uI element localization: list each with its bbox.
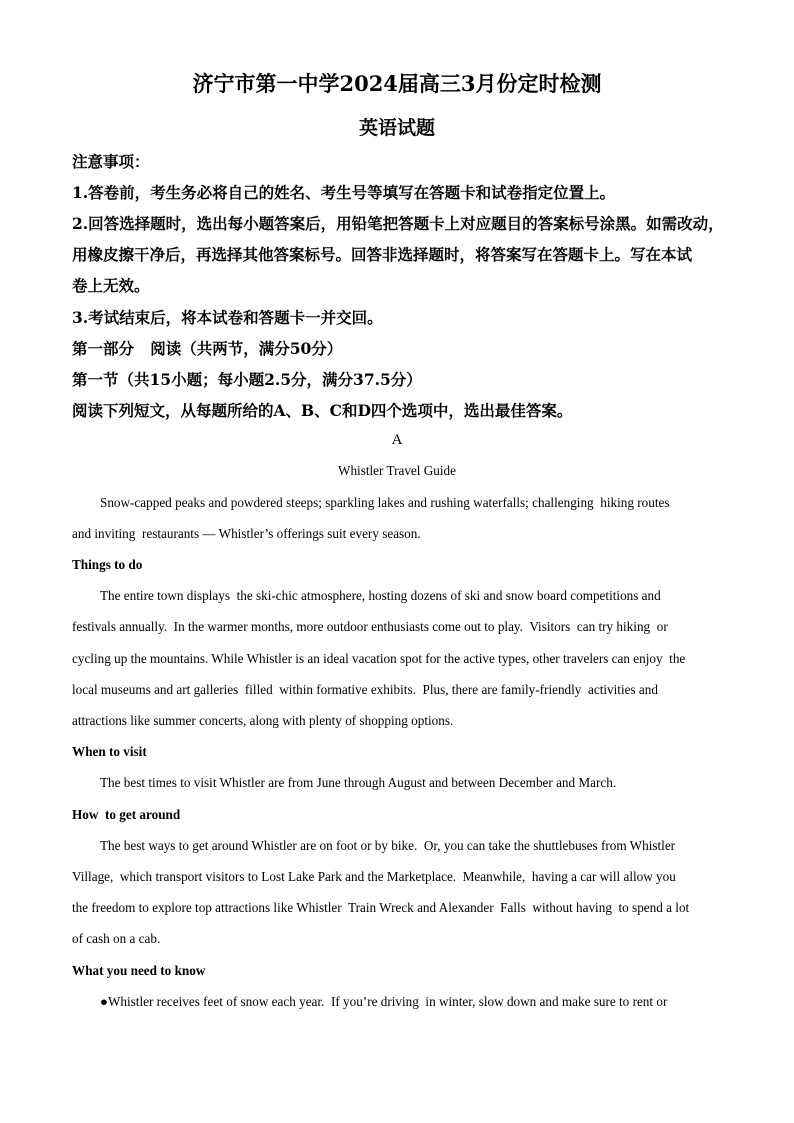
when-line-1: The best times to visit Whistler are from June through August and between December and March. [100,775,617,790]
things-line-4: local museums and art galleries filled within formative exhibits. Plus, there are family-friendly activities and [72,682,658,697]
things-line-5: attractions like summer concerts, along with plenty of shopping options. [72,713,454,728]
how-line-4: of cash on a cab. [72,931,161,946]
section-heading: 第一节（共15小题；每小题2.5分，满分37.5分） [72,370,422,389]
exam-title: 济宁市第一中学2024届高三3月份定时检测 [192,71,602,96]
things-line-1: The entire town displays the ski-chic atmosphere, hosting dozens of ski and snow board competitions and [100,588,661,603]
how-line-3: the freedom to explore top attractions like Whistler Train Wreck and Alexander Falls without having to spend a lot [72,900,690,915]
section-heading-when: When to visit [72,744,147,759]
things-line-3: cycling up the mountains. While Whistler is an ideal vacation spot for the active types, other travelers can enjoy the [72,651,686,666]
section-heading-how: How to get around [72,807,181,822]
passage-title: Whistler Travel Guide [338,463,456,478]
intro-line-2: and inviting restaurants — Whistler’s offerings suit every season. [72,526,421,541]
notice-heading: 注意事项： [72,152,150,171]
know-line-1: ●Whistler receives feet of snow each year. If you’re driving in winter, slow down and make sure to rent or [100,994,668,1009]
section-heading-things: Things to do [72,557,143,572]
how-line-2: Village, which transport visitors to Lost Lake Park and the Marketplace. Meanwhile, having a car will allow you [72,869,676,884]
exam-subtitle: 英语试题 [358,117,435,139]
instruction-text: 阅读下列短文，从每题所给的A、B、C和D四个选项中，选出最佳答案。 [72,401,573,420]
section-heading-know: What you need to know [72,963,206,978]
notice-item-2-line-2: 用橡皮擦干净后，再选择其他答案标号。回答非选择题时，将答案写在答题卡上。写在本试 [72,245,693,264]
notice-item-3: 3.考试结束后，将本试卷和答题卡一并交回。 [72,308,383,327]
notice-item-2-line-1: 2.回答选择题时，选出每小题答案后，用铅笔把答题卡上对应题目的答案标号涂黑。如需改动， [72,214,724,233]
passage-letter: A [391,432,403,448]
intro-line-1: Snow-capped peaks and powdered steeps; sparkling lakes and rushing waterfalls; challenging hiking routes [100,495,670,510]
notice-item-2-line-3: 卷上无效。 [72,276,150,295]
notice-item-1: 1.答卷前，考生务必将自己的姓名、考生号等填写在答题卡和试卷指定位置上。 [72,183,616,202]
part-heading: 第一部分 阅读（共两节，满分50分） [72,339,343,358]
things-line-2: festivals annually. In the warmer months, more outdoor enthusiasts come out to play. Visitors can try hiking or [72,619,668,634]
how-line-1: The best ways to get around Whistler are on foot or by bike. Or, you can take the shuttlebuses from Whistler [100,838,676,853]
